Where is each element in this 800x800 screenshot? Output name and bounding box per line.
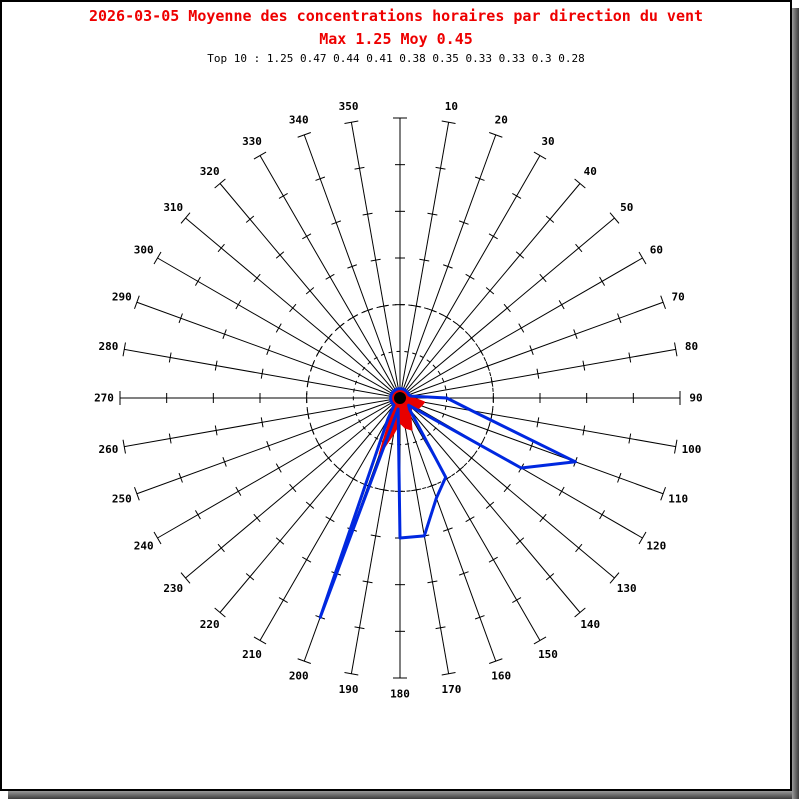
spoke-tick — [236, 300, 241, 309]
spoke-endcap — [610, 213, 619, 224]
spoke-tick — [246, 574, 254, 580]
spoke-tick — [519, 324, 524, 333]
direction-label-280: 280 — [98, 340, 119, 354]
direction-label-260: 260 — [98, 442, 119, 456]
spoke-tick — [600, 510, 605, 519]
spoke-tick — [246, 216, 254, 222]
spoke-endcap — [489, 132, 502, 137]
spoke-tick — [302, 557, 311, 562]
center-dot — [394, 392, 406, 404]
spoke-tick — [600, 277, 605, 286]
spoke-endcap — [254, 152, 266, 159]
direction-label-340: 340 — [288, 113, 309, 127]
direction-label-20: 20 — [494, 113, 508, 127]
spoke-tick — [516, 538, 524, 544]
direction-label-140: 140 — [580, 618, 601, 632]
spoke-endcap — [154, 252, 161, 264]
spoke-tick — [276, 324, 281, 333]
spoke-endcap — [661, 487, 666, 500]
spoke-tick — [540, 274, 546, 282]
spoke-endcap — [639, 532, 646, 544]
spoke-tick — [236, 487, 241, 496]
spoke-endcap — [661, 296, 666, 309]
spoke-tick — [512, 193, 521, 198]
direction-label-150: 150 — [538, 647, 558, 661]
direction-label-130: 130 — [616, 581, 637, 595]
direction-label-320: 320 — [199, 164, 220, 178]
spoke-endcap — [575, 608, 586, 617]
spoke-tick — [489, 557, 498, 562]
direction-label-30: 30 — [541, 135, 555, 149]
direction-label-200: 200 — [288, 669, 309, 683]
spoke-tick — [290, 484, 296, 492]
spoke-tick — [466, 274, 475, 279]
spoke-endcap — [181, 213, 190, 224]
spoke-tick — [276, 464, 281, 473]
direction-label-90: 90 — [689, 391, 703, 405]
spoke-endcap — [215, 179, 226, 188]
direction-label-190: 190 — [338, 683, 359, 697]
spoke-endcap — [154, 532, 161, 544]
direction-label-10: 10 — [444, 99, 459, 113]
direction-label-270: 270 — [94, 391, 114, 405]
spoke-tick — [254, 274, 260, 282]
spoke-tick — [486, 502, 494, 508]
direction-label-50: 50 — [620, 201, 634, 215]
spoke-endcap — [575, 179, 586, 188]
direction-label-70: 70 — [671, 290, 685, 304]
spoke-tick — [326, 274, 335, 279]
chart-top10-line: Top 10 : 1.25 0.47 0.44 0.41 0.38 0.35 0.33 0.33 0.3 0.28 — [207, 52, 585, 65]
direction-label-120: 120 — [646, 539, 667, 553]
direction-label-250: 250 — [111, 492, 132, 506]
spoke-tick — [504, 304, 510, 312]
spoke-tick — [559, 300, 564, 309]
spoke-tick — [195, 277, 200, 286]
spoke-endcap — [298, 659, 311, 664]
chart-title: 2026-03-05 Moyenne des concentrations horaires par direction du vent — [88, 7, 704, 25]
direction-label-40: 40 — [583, 164, 597, 178]
direction-label-230: 230 — [163, 581, 184, 595]
direction-label-240: 240 — [133, 539, 154, 553]
spoke-endcap — [215, 608, 226, 617]
spoke-tick — [218, 544, 224, 552]
spoke-tick — [279, 193, 288, 198]
spoke-tick — [489, 234, 498, 239]
spoke-endcap — [134, 296, 139, 309]
spoke-tick — [290, 304, 296, 312]
spoke-tick — [279, 598, 288, 603]
spoke-tick — [276, 538, 284, 544]
spoke-endcap — [534, 152, 546, 159]
spoke-tick — [302, 234, 311, 239]
spoke-endcap — [534, 637, 546, 644]
direction-label-220: 220 — [199, 618, 220, 632]
spoke-tick — [195, 510, 200, 519]
direction-label-60: 60 — [649, 243, 663, 257]
chart-subtitle-max-moy: Max 1.25 Moy 0.45 — [319, 30, 473, 48]
spoke-tick — [218, 244, 224, 252]
spoke-tick — [326, 517, 335, 522]
spoke-tick — [546, 574, 554, 580]
direction-label-310: 310 — [163, 201, 184, 215]
spoke-tick — [254, 514, 260, 522]
direction-label-100: 100 — [681, 442, 702, 456]
spoke-endcap — [298, 132, 311, 137]
spoke-tick — [576, 544, 582, 552]
direction-label-110: 110 — [668, 492, 689, 506]
spoke-endcap — [134, 487, 139, 500]
spoke-tick — [276, 252, 284, 258]
spoke-tick — [540, 514, 546, 522]
direction-label-160: 160 — [491, 669, 512, 683]
spoke-tick — [504, 484, 510, 492]
direction-label-180: 180 — [390, 687, 410, 701]
spoke-tick — [512, 598, 521, 603]
direction-label-300: 300 — [133, 243, 154, 257]
spoke-tick — [306, 288, 314, 294]
spoke-endcap — [254, 637, 266, 644]
direction-label-210: 210 — [242, 647, 262, 661]
direction-label-80: 80 — [684, 340, 699, 354]
spoke-tick — [576, 244, 582, 252]
spoke-tick — [486, 288, 494, 294]
spoke-tick — [516, 252, 524, 258]
direction-label-330: 330 — [242, 135, 262, 149]
spoke-tick — [466, 517, 475, 522]
spoke-endcap — [639, 252, 646, 264]
direction-label-350: 350 — [338, 99, 359, 113]
spoke-tick — [559, 487, 564, 496]
direction-label-170: 170 — [441, 683, 462, 697]
series-moyenne-concentration-par-direction — [320, 389, 575, 618]
spoke-tick — [306, 502, 314, 508]
spoke-tick — [546, 216, 554, 222]
direction-label-290: 290 — [111, 290, 132, 304]
spoke-endcap — [489, 659, 502, 664]
